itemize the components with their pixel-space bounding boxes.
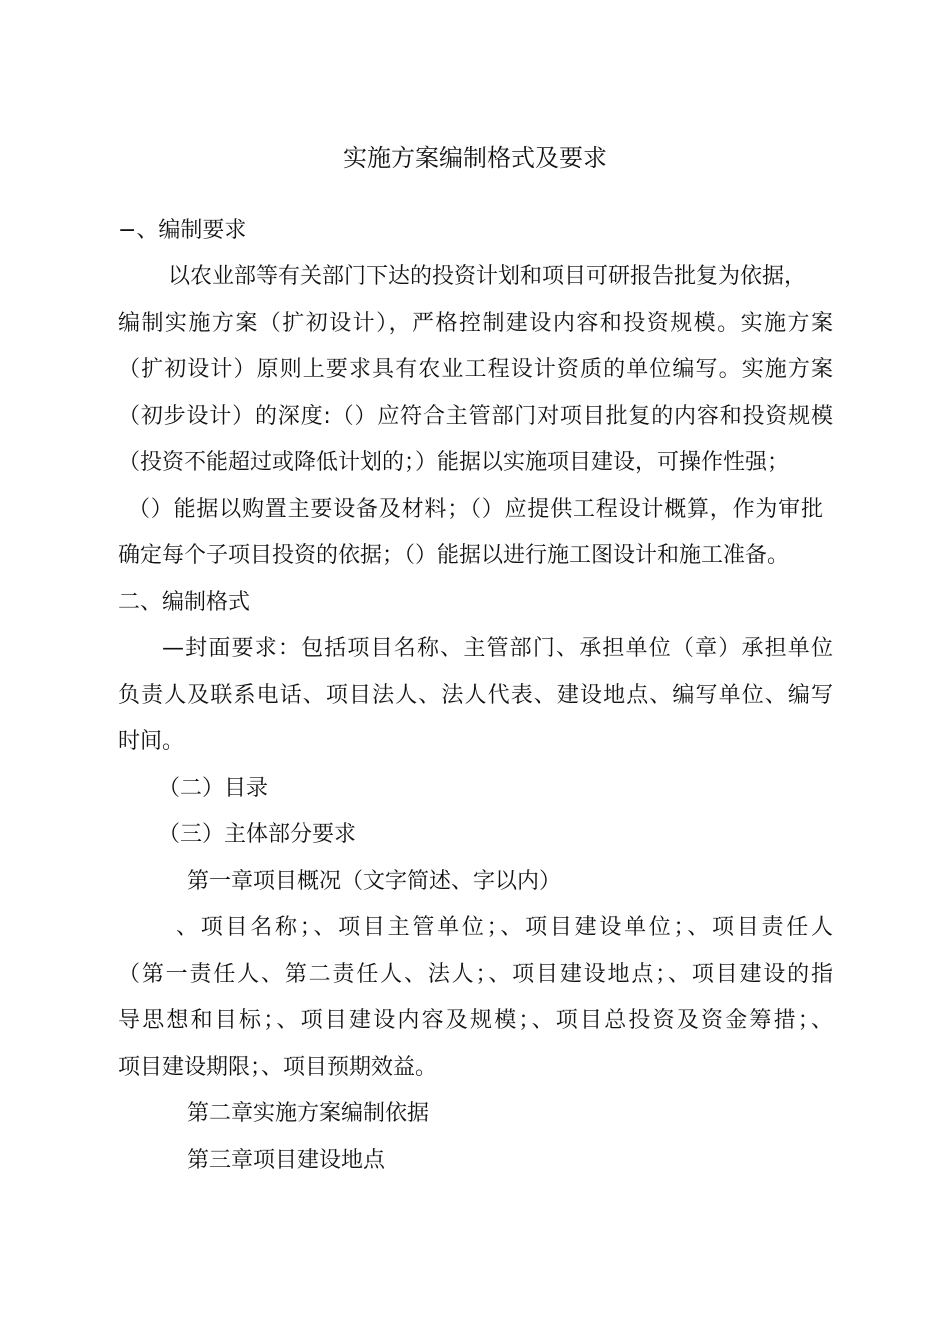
paragraph-line: —封面要求：包括项目名称、主管部门、承担单位（章）承担单位 [162, 636, 833, 661]
paragraph-line: （初步设计）的深度:（）应符合主管部门对项目批复的内容和投资规模 [118, 404, 833, 429]
paragraph-line: 确定每个子项目投资的依据；（）能据以进行施工图设计和施工准备。 [118, 543, 790, 568]
paragraph-line: 、项目名称；、项目主管单位；、项目建设单位；、项目责任人 [176, 915, 833, 940]
subsection-heading: （二）目录 [158, 776, 269, 801]
paragraph-line: （投资不能超过或降低计划的；）能据以实施项目建设，可操作性强； [118, 450, 790, 475]
document-title: 实施方案编制格式及要求 [343, 144, 607, 172]
section-heading-1: −、编制要求 [118, 218, 247, 243]
section-heading-2: 二、编制格式 [118, 590, 251, 615]
paragraph-line: （第一责任人、第二责任人、法人；、项目建设地点；、项目建设的指 [118, 962, 833, 987]
chapter-heading: 第三章项目建设地点 [187, 1148, 386, 1173]
subsection-heading: （三）主体部分要求 [158, 822, 357, 847]
paragraph-line: （）能据以购置主要设备及材料；（）应提供工程设计概算，作为审批 [128, 497, 823, 522]
paragraph-line: 时间。 [118, 729, 185, 754]
paragraph-line: 导思想和目标；、项目建设内容及规模；、项目总投资及资金筹措；、 [118, 1008, 833, 1033]
paragraph-line: 编制实施方案（扩初设计），严格控制建设内容和投资规模。实施方案 [118, 311, 833, 336]
paragraph-line: 项目建设期限；、项目预期效益。 [118, 1055, 438, 1080]
chapter-heading: 第一章项目概况（文字简述、字以内） [187, 869, 562, 894]
chapter-heading: 第二章实施方案编制依据 [187, 1101, 430, 1126]
paragraph-line: （扩初设计）原则上要求具有农业工程设计资质的单位编写。实施方案 [118, 357, 833, 382]
paragraph-line: 负责人及联系电话、项目法人、法人代表、建设地点、编写单位、编写 [118, 683, 833, 708]
paragraph-line: 以农业部等有关部门下达的投资计划和项目可研报告批复为依据， [168, 264, 807, 289]
